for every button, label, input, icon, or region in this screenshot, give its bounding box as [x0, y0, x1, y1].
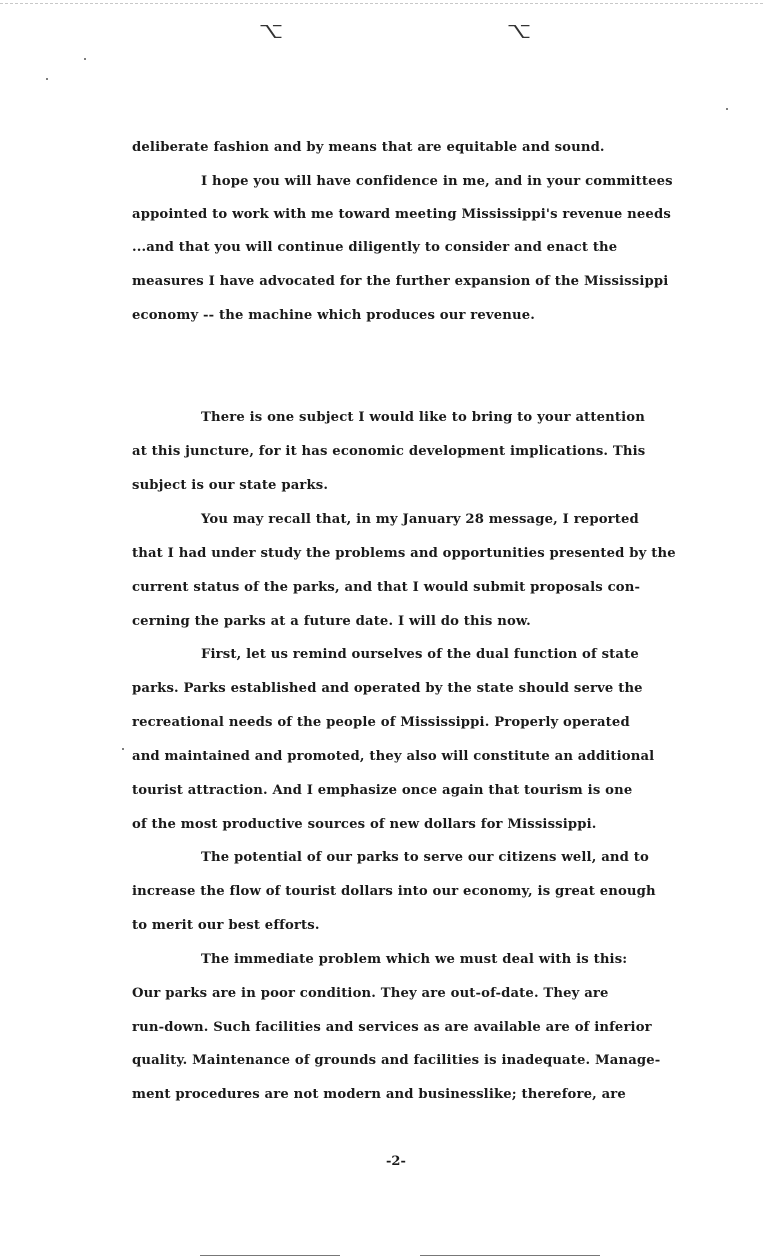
text-line: that I had under study the problems and opportunities presented by the — [132, 546, 676, 561]
scan-speck — [46, 78, 48, 80]
text-line: recreational needs of the people of Mississippi. Properly operated — [132, 715, 630, 730]
text-line: measures I have advocated for the further expansion of the Mississippi — [132, 274, 669, 289]
text-line: economy -- the machine which produces our revenue. — [132, 308, 536, 323]
text-line: deliberate fashion and by means that are equitable and sound. — [132, 140, 605, 155]
scan-speck — [122, 748, 124, 750]
staple-mark: ⌥ — [258, 22, 284, 43]
text-line: increase the flow of tourist dollars into our economy, is great enough — [132, 884, 656, 899]
page-number: -2- — [386, 1154, 406, 1169]
text-line: current status of the parks, and that I would submit proposals con- — [132, 580, 641, 595]
scan-edge-line — [200, 1255, 340, 1256]
text-line: Our parks are in poor condition. They are out-of-date. They are — [132, 986, 609, 1001]
scan-edge-line — [420, 1255, 600, 1256]
text-line: The potential of our parks to serve our citizens well, and to — [201, 850, 649, 865]
text-line: ment procedures are not modern and businesslike; therefore, are — [132, 1087, 626, 1102]
text-line: There is one subject I would like to bring to your attention — [201, 410, 645, 425]
text-line: subject is our state parks. — [132, 478, 329, 493]
text-line: The immediate problem which we must deal with is this: — [201, 952, 628, 967]
text-line: and maintained and promoted, they also will constitute an additional — [132, 749, 655, 764]
text-line: First, let us remind ourselves of the dual function of state — [201, 647, 639, 662]
text-line: quality. Maintenance of grounds and facilities is inadequate. Manage- — [132, 1053, 661, 1068]
text-line: You may recall that, in my January 28 message, I reported — [201, 512, 639, 527]
scan-speck — [726, 108, 728, 110]
text-line: I hope you will have confidence in me, and in your committees — [201, 174, 673, 189]
text-line: to merit our best efforts. — [132, 918, 320, 933]
text-line: appointed to work with me toward meeting Mississippi's revenue needs — [132, 207, 671, 222]
text-line: ...and that you will continue diligently to consider and enact the — [132, 240, 618, 255]
text-line: parks. Parks established and operated by the state should serve the — [132, 681, 643, 696]
text-line: at this juncture, for it has economic development implications. This — [132, 444, 646, 459]
staple-mark: ⌥ — [506, 22, 532, 43]
scan-speck — [84, 58, 86, 60]
text-line: tourist attraction. And I emphasize once again that tourism is one — [132, 783, 633, 798]
scan-border — [0, 3, 763, 4]
text-line: run-down. Such facilities and services as are available are of inferior — [132, 1020, 652, 1035]
text-line: of the most productive sources of new dollars for Mississippi. — [132, 817, 597, 832]
text-line: cerning the parks at a future date. I will do this now. — [132, 614, 531, 629]
